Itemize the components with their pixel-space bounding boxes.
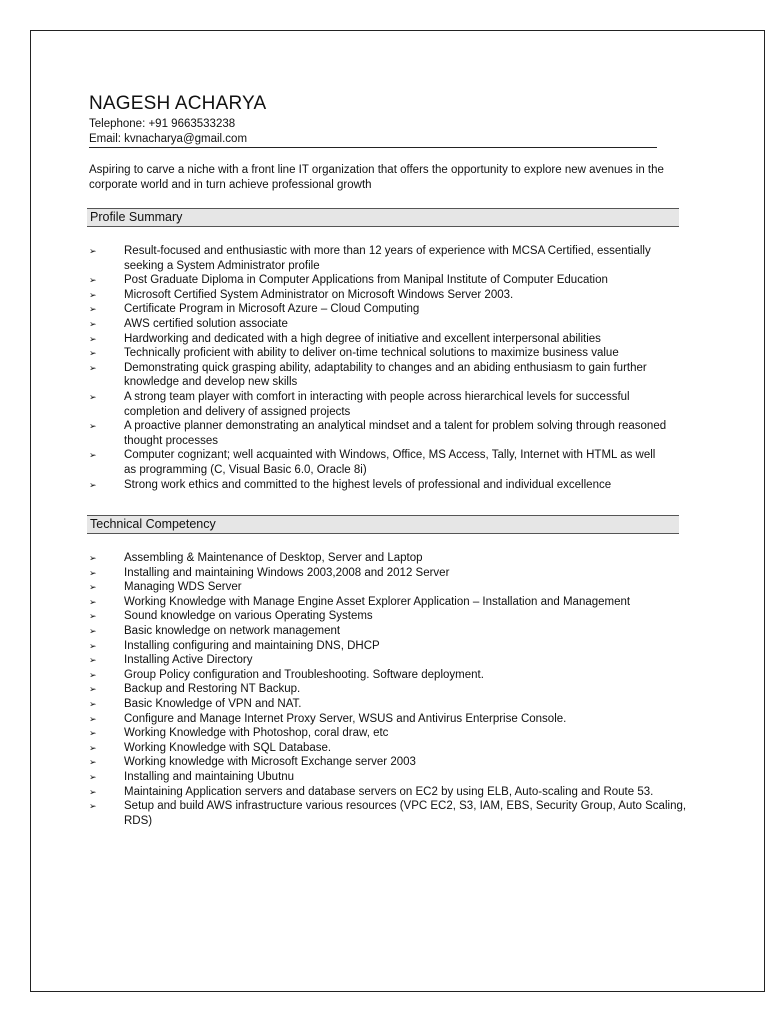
list-item-text: Working Knowledge with SQL Database. bbox=[124, 741, 332, 754]
arrow-bullet-icon: ➢ bbox=[89, 362, 97, 373]
career-objective: Aspiring to carve a niche with a front line IT organization that offers the opportunity to explore new avenues in the corporate world and in turn achieve professional growth bbox=[89, 164, 664, 191]
arrow-bullet-icon: ➢ bbox=[89, 333, 97, 344]
list-item-text: Working Knowledge with Manage Engine Asset Explorer Application – Installation and Management bbox=[124, 595, 631, 608]
list-item-text: Assembling & Maintenance of Desktop, Server and Laptop bbox=[124, 552, 423, 564]
list-item bbox=[89, 566, 689, 581]
arrow-bullet-icon: ➢ bbox=[89, 348, 97, 359]
list-item-text: Working knowledge with Microsoft Exchange server 2003 bbox=[124, 756, 416, 769]
list-item bbox=[89, 244, 669, 273]
list-item bbox=[89, 639, 689, 654]
arrow-bullet-icon: ➢ bbox=[89, 713, 97, 724]
arrow-bullet-icon: ➢ bbox=[89, 304, 97, 315]
list-item bbox=[89, 653, 689, 668]
list-item-text: Computer cognizant; well acquainted with Windows, Office, MS Access, Tally, Internet with HTML as well as programming (C, Visual Basic 6.0, Oracle 8i) bbox=[124, 449, 656, 476]
arrow-bullet-icon: ➢ bbox=[89, 640, 97, 651]
arrow-bullet-icon: ➢ bbox=[89, 479, 97, 490]
list-item-text: Microsoft Certified System Administrator on Microsoft Windows Server 2003. bbox=[124, 288, 514, 301]
list-item-text: Hardworking and dedicated with a high degree of initiative and excellent interpersonal abilities bbox=[124, 332, 601, 345]
list-item-text: Result-focused and enthusiastic with more than 12 years of experience with MCSA Certified, essentially seeking a System Administrator profile bbox=[124, 245, 651, 272]
list-item bbox=[89, 419, 669, 448]
list-item-text: Installing and maintaining Ubutnu bbox=[124, 770, 295, 783]
list-item-text: A strong team player with comfort in interacting with people across hierarchical levels for successful completion and delivery of assigned projects bbox=[124, 390, 630, 418]
email: Email: kvnacharya@gmail.com bbox=[89, 132, 248, 145]
arrow-bullet-icon: ➢ bbox=[89, 669, 97, 680]
list-item bbox=[89, 448, 669, 477]
list-item-text: Installing configuring and maintaining DNS, DHCP bbox=[124, 639, 380, 652]
list-item bbox=[89, 770, 689, 785]
list-item bbox=[89, 682, 689, 697]
arrow-bullet-icon: ➢ bbox=[89, 553, 97, 563]
candidate-name: NAGESH ACHARYA bbox=[89, 93, 267, 114]
list-item bbox=[89, 551, 689, 566]
list-item-text: Group Policy configuration and Troubleshooting. Software deployment. bbox=[124, 668, 484, 681]
list-item bbox=[89, 668, 689, 683]
list-item bbox=[89, 346, 669, 361]
arrow-bullet-icon: ➢ bbox=[89, 728, 97, 739]
list-item bbox=[89, 288, 669, 303]
list-item-text: Installing and maintaining Windows 2003,2008 and 2012 Server bbox=[124, 566, 450, 579]
list-item bbox=[89, 478, 669, 493]
contact-block bbox=[89, 117, 657, 148]
list-item-text: Configure and Manage Internet Proxy Server, WSUS and Antivirus Enterprise Console. bbox=[124, 712, 567, 725]
list-item-text: Post Graduate Diploma in Computer Applications from Manipal Institute of Computer Education bbox=[124, 274, 608, 287]
list-item-text: Certificate Program in Microsoft Azure – Cloud Computing bbox=[124, 303, 420, 316]
list-item bbox=[89, 755, 689, 770]
list-item-text: Maintaining Application servers and database servers on EC2 by using ELB, Auto-scaling and Route 53. bbox=[124, 785, 654, 798]
list-item bbox=[89, 785, 689, 800]
list-item bbox=[89, 799, 689, 828]
technical-competency-list bbox=[89, 551, 689, 828]
list-item-text: Installing Active Directory bbox=[124, 654, 253, 667]
technical-competency-heading: Technical Competency bbox=[87, 515, 679, 534]
arrow-bullet-icon: ➢ bbox=[89, 625, 97, 636]
arrow-bullet-icon: ➢ bbox=[89, 655, 97, 666]
list-item-text: Basic knowledge on network management bbox=[124, 624, 341, 637]
arrow-bullet-icon: ➢ bbox=[89, 786, 97, 797]
list-item bbox=[89, 390, 669, 419]
arrow-bullet-icon: ➢ bbox=[89, 318, 97, 329]
list-item-text: Managing WDS Server bbox=[124, 581, 242, 594]
list-item-text: Sound knowledge on various Operating Systems bbox=[124, 610, 373, 623]
list-item bbox=[89, 741, 689, 756]
arrow-bullet-icon: ➢ bbox=[89, 450, 97, 461]
list-item bbox=[89, 624, 689, 639]
arrow-bullet-icon: ➢ bbox=[89, 567, 97, 578]
list-item bbox=[89, 726, 689, 741]
arrow-bullet-icon: ➢ bbox=[89, 801, 97, 812]
list-item-text: AWS certified solution associate bbox=[124, 317, 288, 330]
list-item-text: Backup and Restoring NT Backup. bbox=[124, 683, 301, 696]
list-item-text: Technically proficient with ability to deliver on-time technical solutions to maximize business value bbox=[124, 347, 619, 360]
list-item-text: Working Knowledge with Photoshop, coral draw, etc bbox=[124, 727, 389, 740]
list-item bbox=[89, 609, 689, 624]
list-item-text: Basic Knowledge of VPN and NAT. bbox=[124, 697, 302, 710]
arrow-bullet-icon: ➢ bbox=[89, 275, 97, 286]
list-item-text: Demonstrating quick grasping ability, adaptability to changes and an abiding enthusiasm to gain further knowledge and develop new skills bbox=[124, 361, 647, 389]
telephone: Telephone: +91 9663533238 bbox=[89, 118, 236, 130]
arrow-bullet-icon: ➢ bbox=[89, 757, 97, 768]
arrow-bullet-icon: ➢ bbox=[89, 611, 97, 622]
arrow-bullet-icon: ➢ bbox=[89, 391, 97, 402]
arrow-bullet-icon: ➢ bbox=[89, 698, 97, 709]
list-item bbox=[89, 302, 669, 317]
list-item bbox=[89, 712, 689, 727]
arrow-bullet-icon: ➢ bbox=[89, 582, 97, 593]
list-item bbox=[89, 273, 669, 288]
profile-summary-list bbox=[89, 244, 669, 492]
list-item-text: Setup and build AWS infrastructure various resources (VPC EC2, S3, IAM, EBS, Security Group, Auto Scaling, RDS) bbox=[124, 800, 687, 827]
list-item bbox=[89, 317, 669, 332]
arrow-bullet-icon: ➢ bbox=[89, 742, 97, 753]
list-item bbox=[89, 580, 689, 595]
list-item bbox=[89, 697, 689, 712]
arrow-bullet-icon: ➢ bbox=[89, 771, 97, 782]
profile-summary-heading: Profile Summary bbox=[87, 208, 679, 227]
arrow-bullet-icon: ➢ bbox=[89, 596, 97, 607]
arrow-bullet-icon: ➢ bbox=[89, 246, 97, 256]
list-item bbox=[89, 595, 689, 610]
arrow-bullet-icon: ➢ bbox=[89, 421, 97, 432]
arrow-bullet-icon: ➢ bbox=[89, 684, 97, 695]
list-item-text: A proactive planner demonstrating an analytical mindset and a talent for problem solving through reasoned thought processes bbox=[124, 420, 667, 447]
list-item bbox=[89, 361, 669, 390]
list-item bbox=[89, 332, 669, 347]
list-item-text: Strong work ethics and committed to the highest levels of professional and individual excellence bbox=[124, 478, 612, 491]
arrow-bullet-icon: ➢ bbox=[89, 289, 97, 300]
